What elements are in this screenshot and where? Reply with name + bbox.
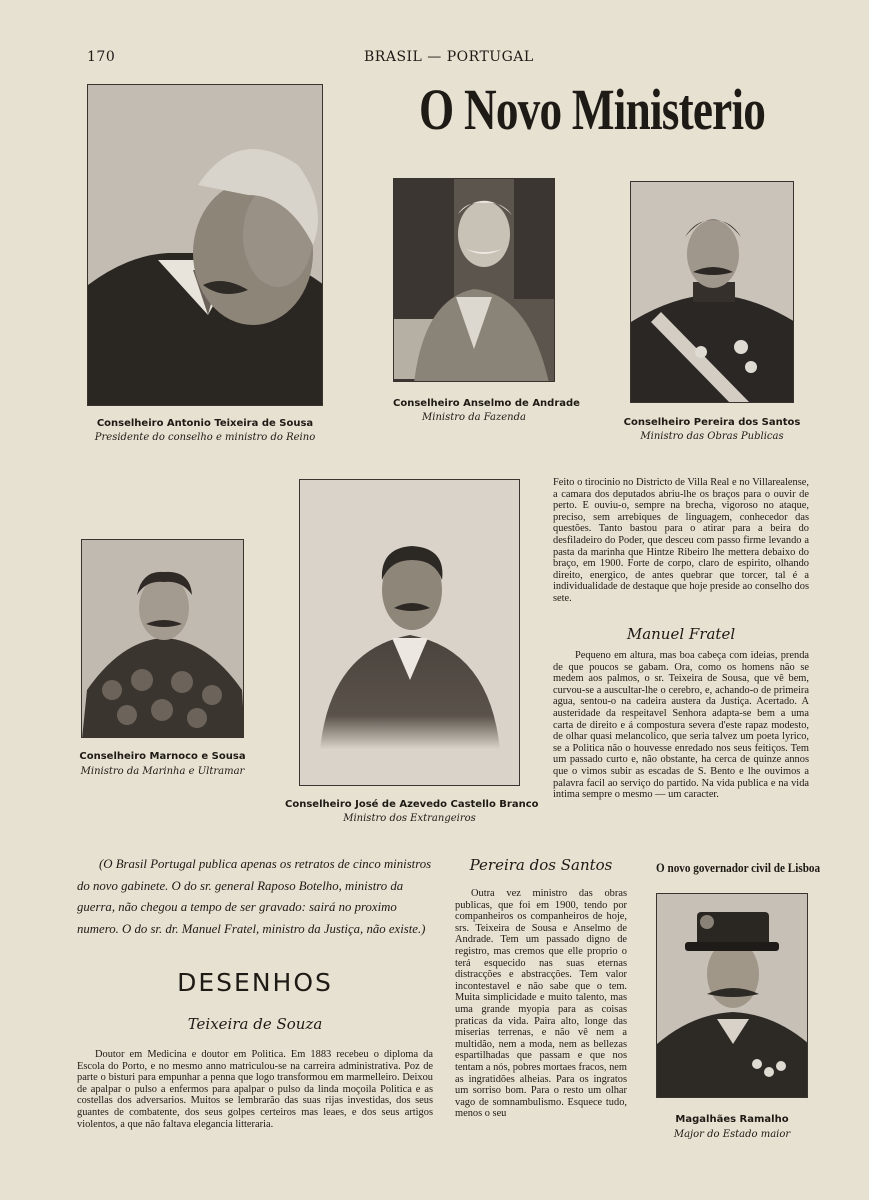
section-title-desenhos: DESENHOS [177, 968, 333, 997]
section-heading-teixeira: Teixeira de Souza [187, 1015, 323, 1033]
governor-heading: O novo governador civil de Lisboa [656, 860, 821, 875]
caption-role: Major do Estado maior [673, 1129, 791, 1140]
caption-role: Ministro da Fazenda [422, 412, 526, 423]
portrait-anselmo-de-andrade [393, 178, 555, 382]
publication-name: BRASIL — PORTUGAL [364, 49, 534, 65]
portrait-pereira-dos-santos [630, 181, 794, 403]
article-text: Doutor em Medicina e doutor em Politica. Em 1883 recebeu o diploma da Escola do Porto, e no mesmo anno matriculou-se na carreira administrativa. Poz de parte o bisturi para empunhar a penna que logo transformou em marmelleiro. Deixou de apalpar o pulso a enfermos para apalpar o pulso da linda moçoila Politica e as costellas dos adversarios. Muitos se lembrarão das suas rijas investidas, dos seus guantes de combatente, dos seus golpes certeiros mas leaes, e dos seus artigos violentos, a que não faltava elegancia litteraria. [77, 1049, 433, 1130]
caption-role: Ministro dos Extrangeiros [343, 813, 476, 824]
portrait-teixeira-de-sousa [87, 84, 323, 406]
section-heading-fratel: Manuel Fratel [626, 625, 736, 643]
portrait-marnoco-e-sousa [81, 539, 244, 738]
article-text: Outra vez ministro das obras publicas, que foi em 1900, tendo por companheiros os companheiros de hoje, srs. Teixeira de Sousa e Anselmo de Andrade. Tem um passado digno de registro, mas cremos que elle proprio o terá esquecido nas suas eternas distracções e abstracções. Tem valor incontestavel e não sabe que o tem. Muita simplicidade e muito talento, mas uma grande myopia para as coisas praticas da vida. Paira alto, longe das miserias terrenas, e não vê nem a multidão, nem a moda, nem as bellezas espartilhadas que passam e que nos tentam a nós, pobres mortaes fracos, nem as ingratidões alheias. Para os ingratos um sorriso bom. Para o resto um olhar vago de somnambulismo. Esquece tudo, menos o seu [455, 888, 627, 1120]
portrait-castello-branco [299, 479, 520, 786]
caption-role: Presidente do conselho e ministro do Reino [94, 432, 316, 443]
caption-role: Ministro da Marinha e Ultramar [80, 766, 245, 777]
article-text: Pequeno em altura, mas boa cabeça com ideias, prenda de que poucos se gabam. Ora, como os homens não se medem aos palmos, o sr. Teixeira de Sousa, que vê bem, curvou-se a auscultar-lhe o cerebro, e, achando-o de primeira agua, sentou-o na cadeira austera da Justiça. Acertado. A austeridade da respeitavel Senhora adapta-se bem a uma carta de direito e á compostura severa d'este rapaz modesto, de olhar quasi melancolico, que seria talvez um poeta lyrico, se a Politica não o houvesse enredado nos seus feitiços. Tem um passado curto e, não obstante, ha cerca de quinze annos que o vimos subir as escadas de S. Bento e lhe ouvimos a palavra facil ao serviço do partido. Na vida publica e na vida intima sempre o mesmo — um caracter. [553, 650, 809, 801]
caption-name: Conselheiro Marnoco e Sousa [79, 751, 246, 762]
caption-name: Conselheiro Pereira dos Santos [623, 417, 801, 428]
page-number: 170 [87, 49, 116, 65]
caption-name: Magalhães Ramalho [675, 1114, 789, 1125]
article-text: Feito o tirocinio no Districto de Villa Real e no Villarealense, a camara dos deputados abriu-lhe os braços para o ouvir de perto. E ouviu-o, sempre na brecha, vigoroso no ataque, preciso, sem arrebiques de linguagem, conhecedor das questões. Tanto bastou para o atirar para a beira do desfiladeiro do Poder, que desceu com passo firme levando a pasta da marinha que Hintze Ribeiro lhe mettera debaixo do braço, em 1900. Forte de corpo, claro de espirito, olhando direito, energico, de antes quebrar que torcer, tal é a individualidade de destaque que hoje preside ao conselho dos sete. [553, 477, 809, 604]
caption-role: Ministro das Obras Publicas [640, 431, 784, 442]
editorial-note: (O Brasil Portugal publica apenas os retratos de cinco ministros do novo gabinete. O do sr. general Raposo Botelho, ministro da guerra, não chegou a tempo de ser gravado: sairá no proximo numero. O do sr. dr. Manuel Fratel, ministro da Justiça, não existe.) [77, 857, 432, 936]
section-heading-pereira: Pereira dos Santos [469, 856, 613, 874]
caption-name: Conselheiro José de Azevedo Castello Branco [285, 799, 539, 810]
caption-name: Conselheiro Anselmo de Andrade [393, 398, 580, 409]
caption-name: Conselheiro Antonio Teixeira de Sousa [96, 418, 314, 429]
portrait-magalhaes-ramalho [656, 893, 808, 1098]
page-title: O Novo Ministerio [419, 77, 766, 142]
